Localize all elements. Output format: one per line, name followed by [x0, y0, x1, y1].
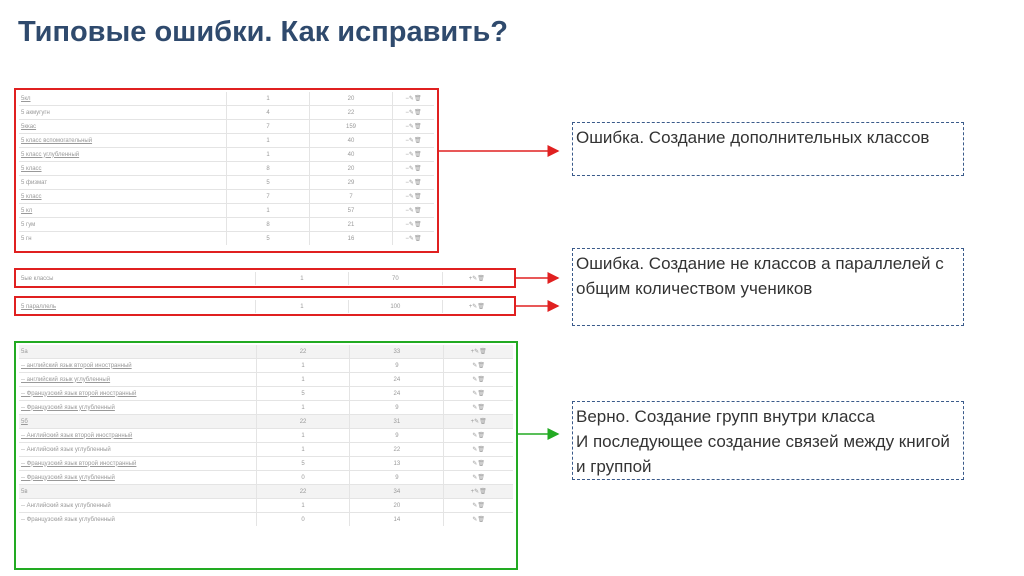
cell-count-b: 33 [350, 345, 444, 359]
row-name[interactable]: -- английский язык второй иностранный [19, 359, 256, 373]
cell-count-a: 22 [256, 345, 350, 359]
row-actions[interactable]: ✎🗑 [444, 471, 513, 485]
cell-count-b: 40 [310, 134, 393, 148]
row-actions[interactable]: ✎🗑 [444, 387, 513, 401]
row-name: -- Английский язык углубленный [19, 499, 256, 513]
cell-count-b: 20 [350, 499, 444, 513]
cell-count-a: 4 [227, 106, 310, 120]
cell-count-a: 5 [227, 176, 310, 190]
cell-count-b: 20 [310, 92, 393, 106]
row-name: 5а [19, 345, 256, 359]
row-actions[interactable]: ✎🗑 [444, 429, 513, 443]
row-actions[interactable]: −✎🗑 [393, 106, 435, 120]
row-actions[interactable]: +✎🗑 [444, 485, 513, 499]
row-actions[interactable]: −✎🗑 [393, 162, 435, 176]
row-actions[interactable]: ✎🗑 [444, 457, 513, 471]
class-name: 5 гум [19, 218, 227, 232]
row-actions[interactable]: +✎🗑 [468, 276, 485, 282]
cell-count-a: 1 [255, 272, 348, 285]
cell-count-b: 22 [350, 443, 444, 457]
row-actions[interactable]: −✎🗑 [393, 190, 435, 204]
cell-count-b: 20 [310, 162, 393, 176]
class-name: 5 акмугугн [19, 106, 227, 120]
row-actions[interactable]: +✎🗑 [444, 345, 513, 359]
cell-count-a: 1 [256, 373, 350, 387]
cell-count-a: 1 [256, 359, 350, 373]
cell-count-b: 14 [350, 513, 444, 527]
row-actions[interactable]: ✎🗑 [444, 359, 513, 373]
cell-count-b: 9 [350, 429, 444, 443]
cell-count-a: 5 [256, 457, 350, 471]
row-actions[interactable]: ✎🗑 [444, 443, 513, 457]
cell-count-a: 22 [256, 415, 350, 429]
class-name[interactable]: 5 класс вспомогательный [19, 134, 227, 148]
cell-count-a: 1 [256, 499, 350, 513]
row-actions[interactable]: +✎🗑 [468, 304, 485, 310]
class-name: 5 физмат [19, 176, 227, 190]
class-name: 5 гн [19, 232, 227, 246]
cell-count-b: 29 [310, 176, 393, 190]
cell-count-a: 22 [256, 485, 350, 499]
row-actions[interactable]: ✎🗑 [444, 401, 513, 415]
cell-count-b: 9 [350, 359, 444, 373]
row-actions[interactable]: −✎🗑 [393, 218, 435, 232]
row-name[interactable]: 5б [19, 415, 256, 429]
row-name[interactable]: -- Французский язык второй иностранный [19, 457, 256, 471]
row-name[interactable]: -- английский язык углубленный [19, 373, 256, 387]
cell-count-b: 21 [310, 218, 393, 232]
note-text-line-2: И последующее создание связей между книгой и группой [576, 432, 950, 476]
note-text: Ошибка. Создание дополнительных классов [576, 128, 930, 147]
row-name[interactable]: -- Французский язык углубленный [19, 401, 256, 415]
cell-count-b: 24 [350, 387, 444, 401]
class-name: 5ые классы [19, 272, 255, 285]
row-name[interactable]: -- Французский язык второй иностранный [19, 387, 256, 401]
cell-count-a: 7 [227, 120, 310, 134]
row-name: -- Французский язык углубленный [19, 513, 256, 527]
cell-count-b: 57 [310, 204, 393, 218]
class-name[interactable]: 5кл [19, 92, 227, 106]
cell-count-a: 1 [227, 134, 310, 148]
class-name[interactable]: 5 класс [19, 190, 227, 204]
row-name: -- Английский язык углубленный [19, 443, 256, 457]
row-name: 5в [19, 485, 256, 499]
cell-count-b: 9 [350, 401, 444, 415]
class-name[interactable]: 5 класс [19, 162, 227, 176]
cell-count-a: 0 [256, 513, 350, 527]
cell-count-b: 22 [310, 106, 393, 120]
cell-count-a: 7 [227, 190, 310, 204]
row-actions[interactable]: −✎🗑 [405, 236, 422, 242]
row-name[interactable]: -- Английский язык второй иностранный [19, 429, 256, 443]
cell-count-a: 1 [256, 401, 350, 415]
cell-count-a: 1 [256, 429, 350, 443]
cell-count-a: 5 [227, 232, 310, 246]
cell-count-b: 9 [350, 471, 444, 485]
row-actions[interactable]: −✎🗑 [393, 134, 435, 148]
note-text: Ошибка. Создание не классов а параллелей с общим количеством учеников [576, 254, 944, 298]
cell-count-a: 1 [227, 148, 310, 162]
slide-title: Типовые ошибки. Как исправить? [18, 16, 508, 48]
cell-count-b: 100 [349, 300, 442, 313]
cell-count-b: 13 [350, 457, 444, 471]
cell-count-b: 70 [349, 272, 442, 285]
class-name[interactable]: 5 класс углубленный [19, 148, 227, 162]
cell-count-b: 34 [350, 485, 444, 499]
cell-count-b: 31 [350, 415, 444, 429]
row-actions[interactable]: +✎🗑 [444, 415, 513, 429]
cell-count-a: 8 [227, 162, 310, 176]
class-name[interactable]: 5 кл [19, 204, 227, 218]
cell-count-b: 16 [310, 232, 393, 246]
note-text-line-1: Верно. Создание групп внутри класса [576, 407, 875, 426]
cell-count-b: 40 [310, 148, 393, 162]
class-name[interactable]: 5ккас [19, 120, 227, 134]
row-actions[interactable]: −✎🗑 [393, 176, 435, 190]
cell-count-a: 1 [255, 300, 348, 313]
cell-count-a: 1 [227, 92, 310, 106]
cell-count-a: 0 [256, 471, 350, 485]
class-name-link[interactable]: 5 параллель [19, 300, 255, 313]
cell-count-b: 24 [350, 373, 444, 387]
cell-count-b: 159 [310, 120, 393, 134]
row-actions[interactable]: −✎🗑 [393, 120, 435, 134]
row-actions[interactable]: ✎🗑 [472, 517, 485, 523]
row-actions[interactable]: −✎🗑 [393, 204, 435, 218]
cell-count-b: 7 [310, 190, 393, 204]
cell-count-a: 1 [227, 204, 310, 218]
row-name[interactable]: -- Французский язык углубленный [19, 471, 256, 485]
row-actions[interactable]: ✎🗑 [444, 499, 513, 513]
cell-count-a: 5 [256, 387, 350, 401]
row-actions[interactable]: −✎🗑 [393, 92, 435, 106]
row-actions[interactable]: −✎🗑 [393, 148, 435, 162]
row-actions[interactable]: ✎🗑 [444, 373, 513, 387]
cell-count-a: 8 [227, 218, 310, 232]
cell-count-a: 1 [256, 443, 350, 457]
